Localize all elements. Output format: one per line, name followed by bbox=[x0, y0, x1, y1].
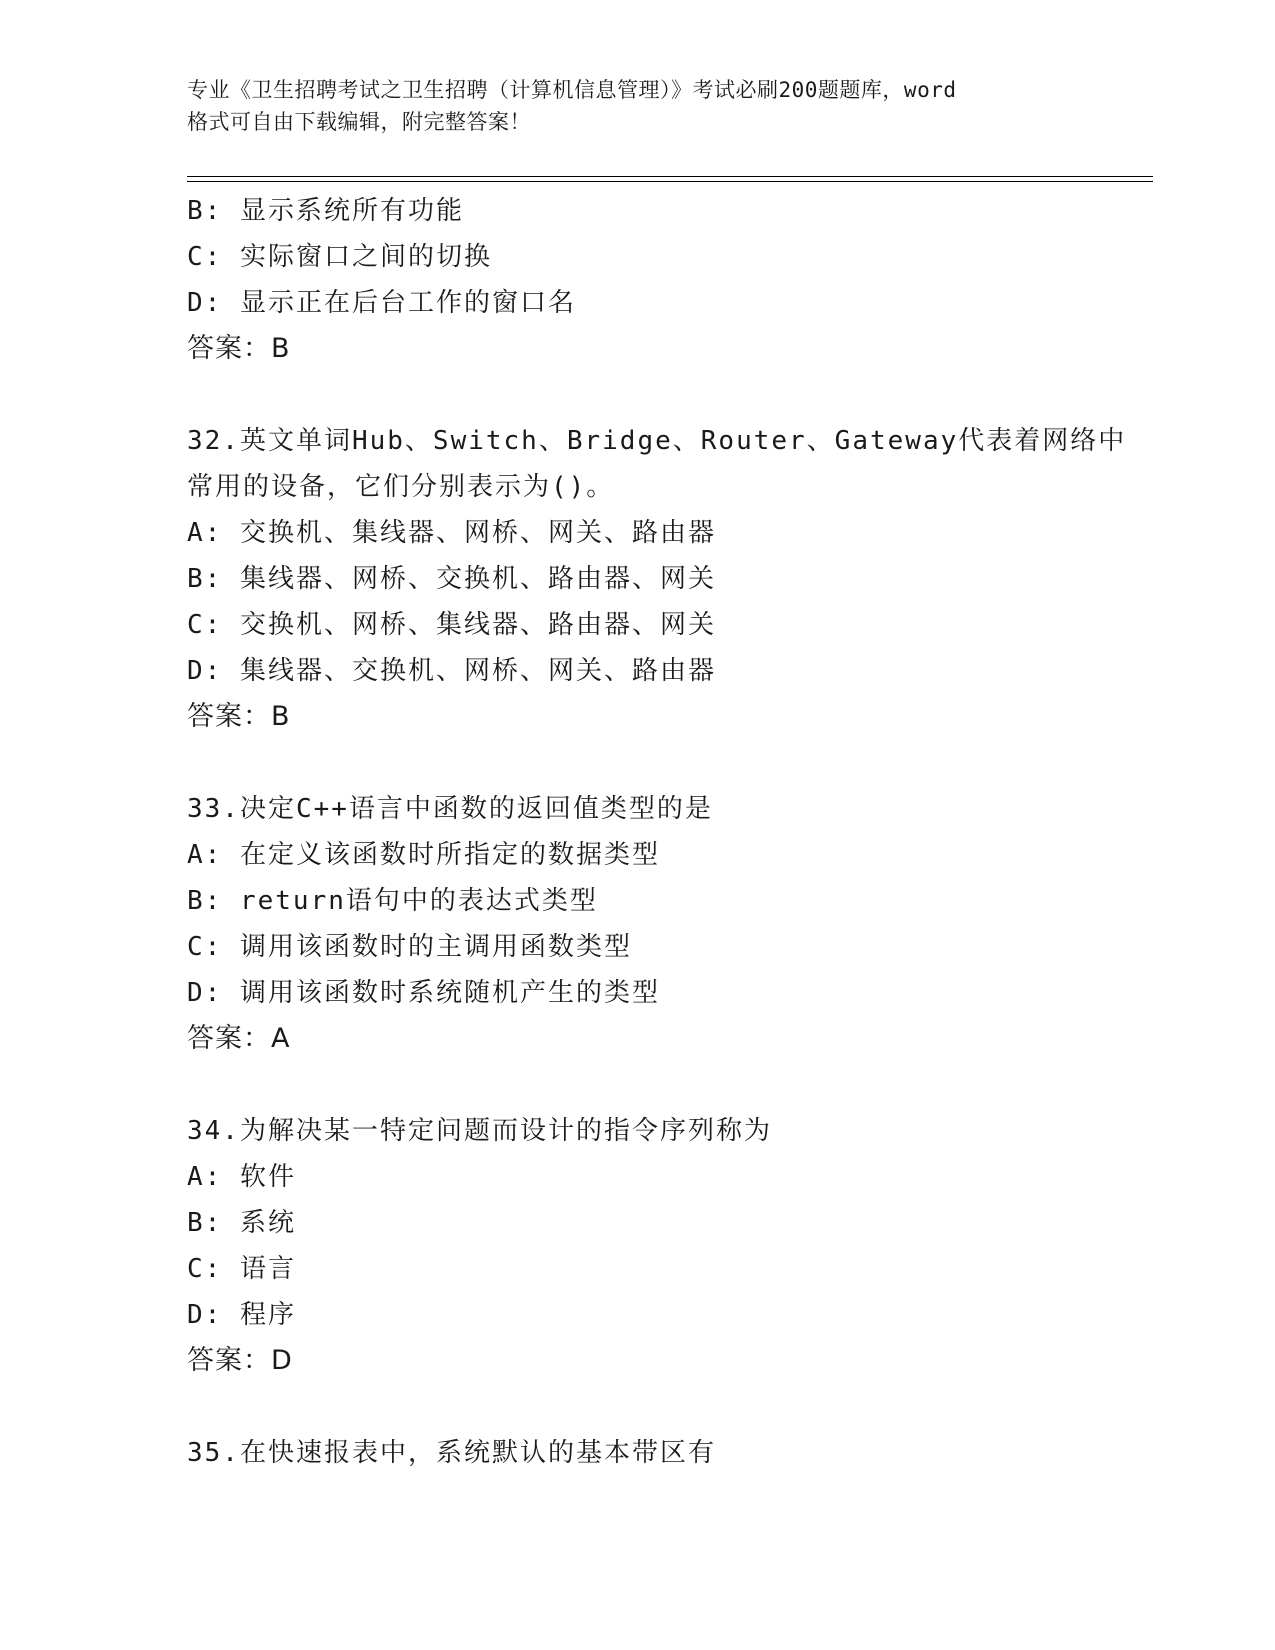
option-d: D: 调用该函数时系统随机产生的类型 bbox=[187, 978, 660, 1008]
spacer bbox=[187, 372, 1127, 418]
answer-line: 答案：D bbox=[187, 1345, 293, 1376]
question-33 bbox=[187, 786, 1127, 1062]
question-stem: 34.为解决某一特定问题而设计的指令序列称为 bbox=[187, 1116, 772, 1146]
header-divider-top bbox=[187, 176, 1153, 177]
question-stem: 33.决定C++语言中函数的返回值类型的是 bbox=[187, 794, 713, 824]
answer-line: 答案：B bbox=[187, 701, 291, 732]
header-title-line-2: 格式可自由下载编辑，附完整答案！ bbox=[187, 110, 531, 134]
header-title-line-1: 专业《卫生招聘考试之卫生招聘（计算机信息管理）》考试必刷200题题库，word bbox=[187, 78, 957, 102]
question-31-continued bbox=[187, 188, 1127, 372]
question-list bbox=[187, 188, 1127, 1476]
option-b: B: 集线器、网桥、交换机、路由器、网关 bbox=[187, 564, 716, 594]
option-a: A: 软件 bbox=[187, 1162, 296, 1192]
option-c: C: 实际窗口之间的切换 bbox=[187, 242, 492, 272]
option-d: D: 集线器、交换机、网桥、网关、路由器 bbox=[187, 656, 716, 686]
question-stem-continued: 常用的设备，它们分别表示为()。 bbox=[187, 472, 615, 502]
spacer bbox=[187, 1062, 1127, 1108]
question-32 bbox=[187, 418, 1127, 740]
answer-line: 答案：A bbox=[187, 1023, 291, 1054]
option-b: B: 系统 bbox=[187, 1208, 296, 1238]
option-d: D: 显示正在后台工作的窗口名 bbox=[187, 288, 576, 318]
header-divider-bottom bbox=[187, 181, 1153, 182]
question-35 bbox=[187, 1430, 1127, 1476]
option-b: B: 显示系统所有功能 bbox=[187, 196, 464, 226]
option-b: B: return语句中的表达式类型 bbox=[187, 886, 598, 916]
option-a: A: 交换机、集线器、网桥、网关、路由器 bbox=[187, 518, 716, 548]
question-stem: 35.在快速报表中，系统默认的基本带区有 bbox=[187, 1438, 716, 1468]
option-d: D: 程序 bbox=[187, 1300, 296, 1330]
option-c: C: 语言 bbox=[187, 1254, 296, 1284]
spacer bbox=[187, 740, 1127, 786]
document-header bbox=[187, 74, 1087, 138]
option-c: C: 调用该函数时的主调用函数类型 bbox=[187, 932, 632, 962]
option-c: C: 交换机、网桥、集线器、路由器、网关 bbox=[187, 610, 716, 640]
option-a: A: 在定义该函数时所指定的数据类型 bbox=[187, 840, 660, 870]
question-34 bbox=[187, 1108, 1127, 1384]
answer-line: 答案：B bbox=[187, 333, 291, 364]
question-stem: 32.英文单词Hub、Switch、Bridge、Router、Gateway代表着网络中 bbox=[187, 426, 1127, 456]
spacer bbox=[187, 1384, 1127, 1430]
